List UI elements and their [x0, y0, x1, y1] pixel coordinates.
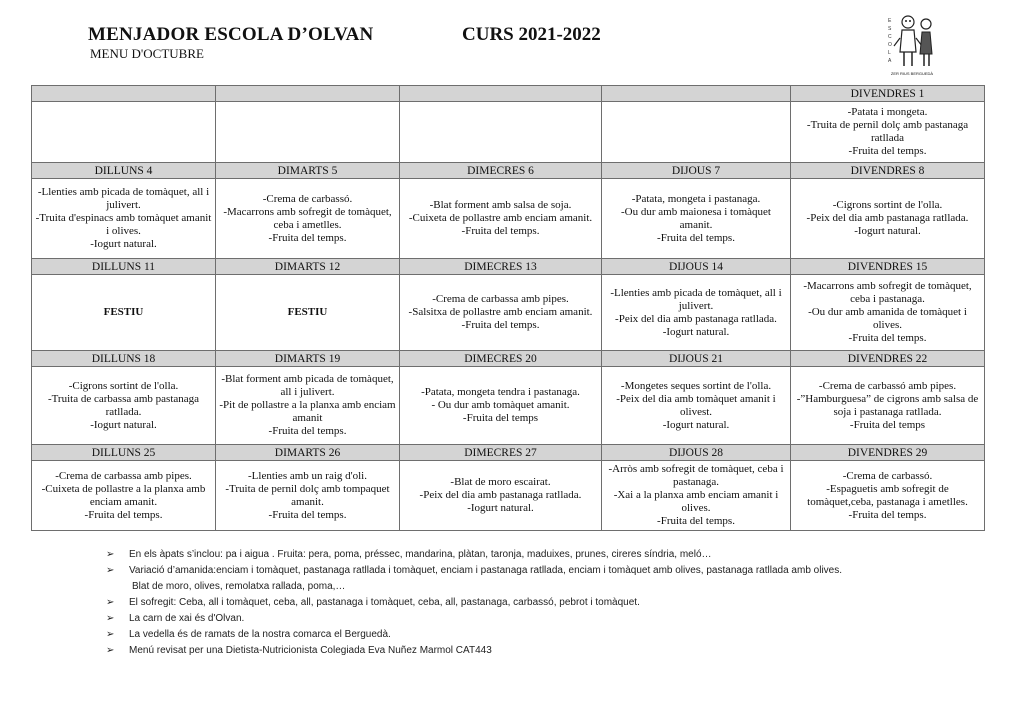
meal-cell: -Blat de moro escairat. -Peix del dia amb pastanaga ratllada. -Iogurt natural.: [400, 461, 602, 531]
svg-text:O: O: [888, 42, 892, 48]
page-title: MENJADOR ESCOLA D’OLVAN: [88, 24, 374, 45]
meal-cell: -Cigrons sortint de l'olla. -Peix del dia amb pastanaga ratllada. -Iogurt natural.: [791, 179, 985, 259]
menu-subtitle: MENU D'OCTUBRE: [90, 46, 204, 61]
day-header: DIJOUS 14: [602, 259, 791, 275]
note-text: La vedella és de ramats de la nostra comarca el Berguedà.: [129, 629, 391, 640]
day-header: DIMECRES 20: [400, 351, 602, 367]
day-header: DIMARTS 5: [216, 163, 400, 179]
day-header: [602, 86, 791, 102]
day-header: DILLUNS 25: [32, 445, 216, 461]
svg-text:S: S: [888, 26, 892, 32]
day-header: DIMECRES 6: [400, 163, 602, 179]
meal-cell: -Crema de carbassa amb pipes. -Cuixeta de pollastre a la planxa amb enciam amanit. -Fruita del temps.: [32, 461, 216, 531]
day-header: DIJOUS 28: [602, 445, 791, 461]
note-item: [106, 595, 842, 611]
note-item: [106, 563, 842, 579]
day-header: DIMARTS 26: [216, 445, 400, 461]
meal-row: [32, 461, 985, 531]
meal-row: [32, 179, 985, 259]
day-header: DILLUNS 4: [32, 163, 216, 179]
meal-cell: [602, 102, 791, 163]
meal-cell: -Mongetes seques sortint de l'olla. -Peix del dia amb tomàquet amanit i olivest. -Iogurt natural.: [602, 367, 791, 445]
day-header-row: [32, 86, 985, 102]
meal-cell: -Llenties amb un raig d'oli. -Truita de pernil dolç amb tompaquet amanit. -Fruita del temps.: [216, 461, 400, 531]
day-header: DIVENDRES 22: [791, 351, 985, 367]
day-header-row: [32, 259, 985, 275]
meal-cell: -Patata i mongeta. -Truita de pernil dolç amb pastanaga ratllada -Fruita del temps.: [791, 102, 985, 163]
meal-cell: [400, 102, 602, 163]
meal-cell: -Crema de carbassó. -Macarrons amb sofregit de tomàquet, ceba i ametlles. -Fruita del temps.: [216, 179, 400, 259]
meal-cell: -Cigrons sortint de l'olla. -Truita de carbassa amb pastanaga ratllada. -Iogurt natural.: [32, 367, 216, 445]
meal-cell: -Crema de carbassó. -Espaguetis amb sofregit de tomàquet,ceba, pastanaga i ametlles. -Fruita del temps.: [791, 461, 985, 531]
day-header: DILLUNS 18: [32, 351, 216, 367]
note-text: El sofregit: Ceba, all i tomàquet, ceba, all, pastanaga i tomàquet, ceba, all, pastanaga, carbassó, pebrot i tomàquet.: [129, 597, 640, 608]
note-continuation: Blat de moro, olives, remolatxa rallada, poma,…: [132, 581, 346, 592]
meal-row: [32, 275, 985, 351]
holiday-cell: FESTIU: [32, 275, 216, 351]
note-item: [106, 547, 842, 563]
day-header-row: [32, 351, 985, 367]
note-text: La carn de xai és d'Olvan.: [129, 613, 245, 624]
meal-cell: -Blat forment amb salsa de soja. -Cuixeta de pollastre amb enciam amanit. -Fruita del temps.: [400, 179, 602, 259]
day-header: DIVENDRES 29: [791, 445, 985, 461]
day-header: DIJOUS 7: [602, 163, 791, 179]
svg-text:L: L: [888, 50, 891, 56]
logo-caption: ZER RIUS BERGUEDÀ: [890, 71, 934, 76]
svg-text:C: C: [888, 34, 892, 40]
course-label: CURS 2021-2022: [462, 24, 601, 45]
meal-cell: [32, 102, 216, 163]
day-header: [400, 86, 602, 102]
arrow-bullet-icon: ➢: [106, 565, 115, 576]
day-header: DIMECRES 13: [400, 259, 602, 275]
day-header: DIVENDRES 1: [791, 86, 985, 102]
note-text: Variació d’amanida:enciam i tomàquet, pastanaga ratllada i tomàquet, enciam i pastanaga ratllada, enciam i tomàquet amb olives, pastanaga ratllada amb olives.: [129, 565, 843, 576]
meal-cell: -Patata, mongeta tendra i pastanaga. - Ou dur amb tomàquet amanit. -Fruita del temps: [400, 367, 602, 445]
svg-text:E: E: [888, 18, 892, 24]
meal-cell: -Llenties amb picada de tomàquet, all i julivert. -Truita d'espinacs amb tomàquet amanit i olives. -Iogurt natural.: [32, 179, 216, 259]
day-header: [216, 86, 400, 102]
note-text: En els àpats s’inclou: pa i aigua . Fruita: pera, poma, préssec, mandarina, plàtan, taronja, maduixes, prunes, cireres síndria, meló…: [129, 549, 712, 560]
day-header-row: [32, 445, 985, 461]
school-logo-icon: [882, 8, 942, 78]
day-header: DIVENDRES 15: [791, 259, 985, 275]
meal-cell: -Crema de carbassó amb pipes. -”Hamburguesa” de cigrons amb salsa de soja i pastanaga ratllada. -Fruita del temps: [791, 367, 985, 445]
meal-cell: -Macarrons amb sofregit de tomàquet, ceba i pastanaga. -Ou dur amb amanida de tomàquet i olives. -Fruita del temps.: [791, 275, 985, 351]
meal-cell: -Arròs amb sofregit de tomàquet, ceba i pastanaga. -Xai a la planxa amb enciam amanit i olives. -Fruita del temps.: [602, 461, 791, 531]
arrow-bullet-icon: ➢: [106, 645, 115, 656]
day-header: [32, 86, 216, 102]
notes-list: [106, 547, 842, 659]
note-item: [106, 611, 842, 627]
day-header: DIMARTS 12: [216, 259, 400, 275]
holiday-cell: FESTIU: [216, 275, 400, 351]
note-item: [106, 627, 842, 643]
arrow-bullet-icon: ➢: [106, 613, 115, 624]
day-header: DIJOUS 21: [602, 351, 791, 367]
meal-cell: [216, 102, 400, 163]
day-header: DIMARTS 19: [216, 351, 400, 367]
meal-cell: -Blat forment amb picada de tomàquet, all i julivert. -Pit de pollastre a la planxa amb enciam amanit -Fruita del temps.: [216, 367, 400, 445]
arrow-bullet-icon: ➢: [106, 549, 115, 560]
meal-row: [32, 367, 985, 445]
day-header: DIMECRES 27: [400, 445, 602, 461]
meal-cell: -Llenties amb picada de tomàquet, all i julivert. -Peix del dia amb pastanaga ratllada. -Iogurt natural.: [602, 275, 791, 351]
arrow-bullet-icon: ➢: [106, 597, 115, 608]
menu-table: [31, 85, 985, 531]
day-header: DILLUNS 11: [32, 259, 216, 275]
meal-cell: -Patata, mongeta i pastanaga. -Ou dur amb maionesa i tomàquet amanit. -Fruita del temps.: [602, 179, 791, 259]
svg-text:A: A: [888, 58, 892, 64]
day-header: DIVENDRES 8: [791, 163, 985, 179]
note-text: Menú revisat per una Dietista-Nutricionista Colegiada Eva Nuñez Marmol CAT443: [129, 645, 492, 656]
note-item: [106, 643, 842, 659]
meal-cell: -Crema de carbassa amb pipes. -Salsitxa de pollastre amb enciam amanit. -Fruita del temps.: [400, 275, 602, 351]
day-header-row: [32, 163, 985, 179]
arrow-bullet-icon: ➢: [106, 629, 115, 640]
meal-row: [32, 102, 985, 163]
